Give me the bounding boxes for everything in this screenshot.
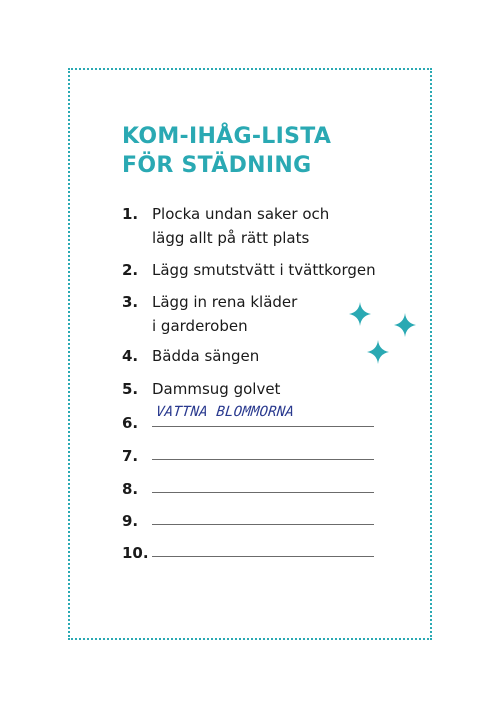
item-number: 1. <box>122 205 139 223</box>
item-text <box>152 202 402 250</box>
write-line-6 <box>152 426 374 427</box>
item-number: 4. <box>122 347 139 365</box>
item-text-line: Bädda sängen <box>152 347 260 365</box>
item-text <box>152 258 402 282</box>
sparkle-icon <box>367 340 389 364</box>
item-text-line: Lägg smutstvätt i tvättkorgen <box>152 261 376 279</box>
list-item-2 <box>122 258 402 282</box>
write-line-8 <box>152 492 374 493</box>
sparkle-icon <box>349 302 371 326</box>
sparkle-icon <box>394 313 416 337</box>
item-number: 7. <box>122 447 139 465</box>
write-line-7 <box>152 459 374 460</box>
item-text-line: i garderoben <box>152 317 248 335</box>
write-line-10 <box>152 556 374 557</box>
item-number: 3. <box>122 293 139 311</box>
title-line-2: FÖR STÄDNING <box>122 153 312 178</box>
item-text-line: Dammsug golvet <box>152 380 281 398</box>
list-item-8 <box>122 477 402 501</box>
item-text-line: lägg allt på rätt plats <box>152 229 310 247</box>
list-item-10 <box>122 541 402 565</box>
item-number: 9. <box>122 512 139 530</box>
list-item-5 <box>122 377 402 401</box>
item-number: 5. <box>122 380 139 398</box>
list-item-9 <box>122 509 402 533</box>
item-number: 6. <box>122 414 139 432</box>
write-line-9 <box>152 524 374 525</box>
list-item-7 <box>122 444 402 468</box>
item-number: 10. <box>122 544 149 562</box>
item-text-line: Lägg in rena kläder <box>152 293 298 311</box>
list-item-1 <box>122 202 402 250</box>
page-title <box>122 122 331 180</box>
item-number: 2. <box>122 261 139 279</box>
item-text <box>152 377 402 401</box>
title-line-1: KOM-IHÅG-LISTA <box>122 124 332 149</box>
item-text-line: Plocka undan saker och <box>152 205 330 223</box>
sparkle-icon <box>340 296 430 376</box>
handwritten-entry: VATTNA BLOMMORNA <box>155 404 295 420</box>
item-number: 8. <box>122 480 139 498</box>
